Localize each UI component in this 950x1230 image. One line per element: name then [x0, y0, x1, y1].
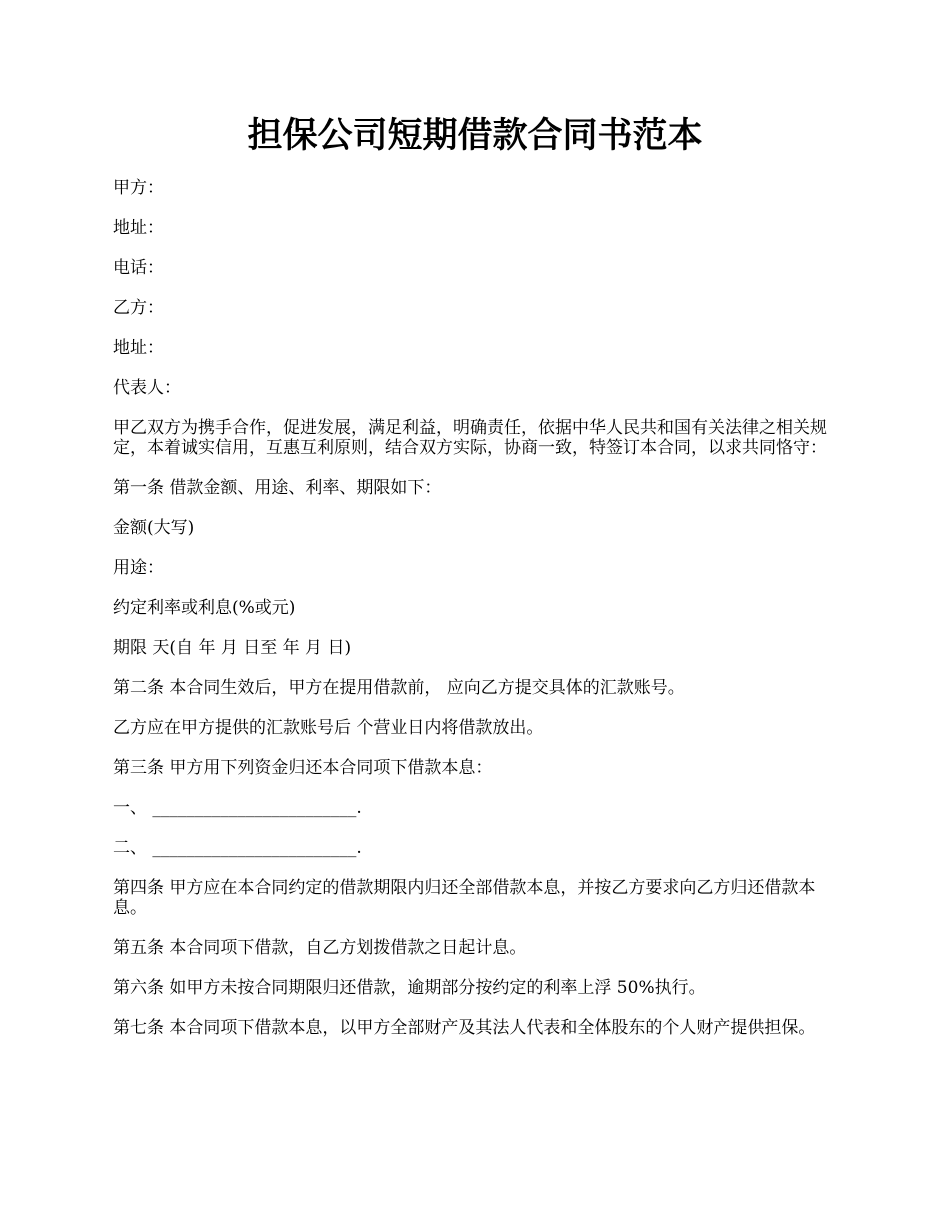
repayment-source-2: 二、 ________________________.	[113, 838, 362, 858]
loan-release-paragraph: 乙方应在甲方提供的汇款账号后 个营业日内将借款放出。	[113, 718, 544, 738]
article-5-paragraph: 第五条 本合同项下借款，自乙方划拨借款之日起计息。	[113, 938, 527, 958]
article-6-paragraph: 第六条 如甲方未按合同期限归还借款，逾期部分按约定的利率上浮 50%执行。	[113, 978, 706, 998]
term-line: 期限 天(自 年 月 日至 年 月 日)	[113, 638, 352, 658]
interest-line: 约定利率或利息(%或元)	[113, 598, 296, 618]
document-title: 担保公司短期借款合同书范本	[247, 115, 703, 156]
article-1-heading: 第一条 借款金额、用途、利率、期限如下：	[113, 478, 442, 498]
party-b-address-line: 地址：	[113, 338, 164, 358]
article-2-paragraph: 第二条 本合同生效后，甲方在提用借款前， 应向乙方提交具体的汇款账号。	[113, 678, 685, 698]
party-a-line: 甲方：	[113, 178, 164, 198]
article-4-paragraph: 第四条 甲方应在本合同约定的借款期限内归还全部借款本息，并按乙方要求向乙方归还借款本息。	[113, 878, 816, 918]
preamble-paragraph: 甲乙双方为携手合作，促进发展，满足利益，明确责任，依据中华人民共和国有关法律之相关规定，本着诚实信用，互惠互利原则，结合双方实际，协商一致，特签订本合同，以求共同恪守：	[113, 418, 827, 458]
purpose-line: 用途：	[113, 558, 164, 578]
representative-line: 代表人：	[113, 378, 181, 398]
repayment-source-1: 一、 ________________________.	[113, 798, 362, 818]
party-a-address-line: 地址：	[113, 218, 164, 238]
document-body	[113, 178, 840, 1058]
party-b-line: 乙方：	[113, 298, 164, 318]
article-7-paragraph: 第七条 本合同项下借款本息，以甲方全部财产及其法人代表和全体股东的个人财产提供担保。	[113, 1018, 816, 1038]
phone-line: 电话：	[113, 258, 164, 278]
amount-line: 金额(大写)	[113, 518, 195, 538]
article-3-paragraph: 第三条 甲方用下列资金归还本合同项下借款本息：	[113, 758, 493, 778]
